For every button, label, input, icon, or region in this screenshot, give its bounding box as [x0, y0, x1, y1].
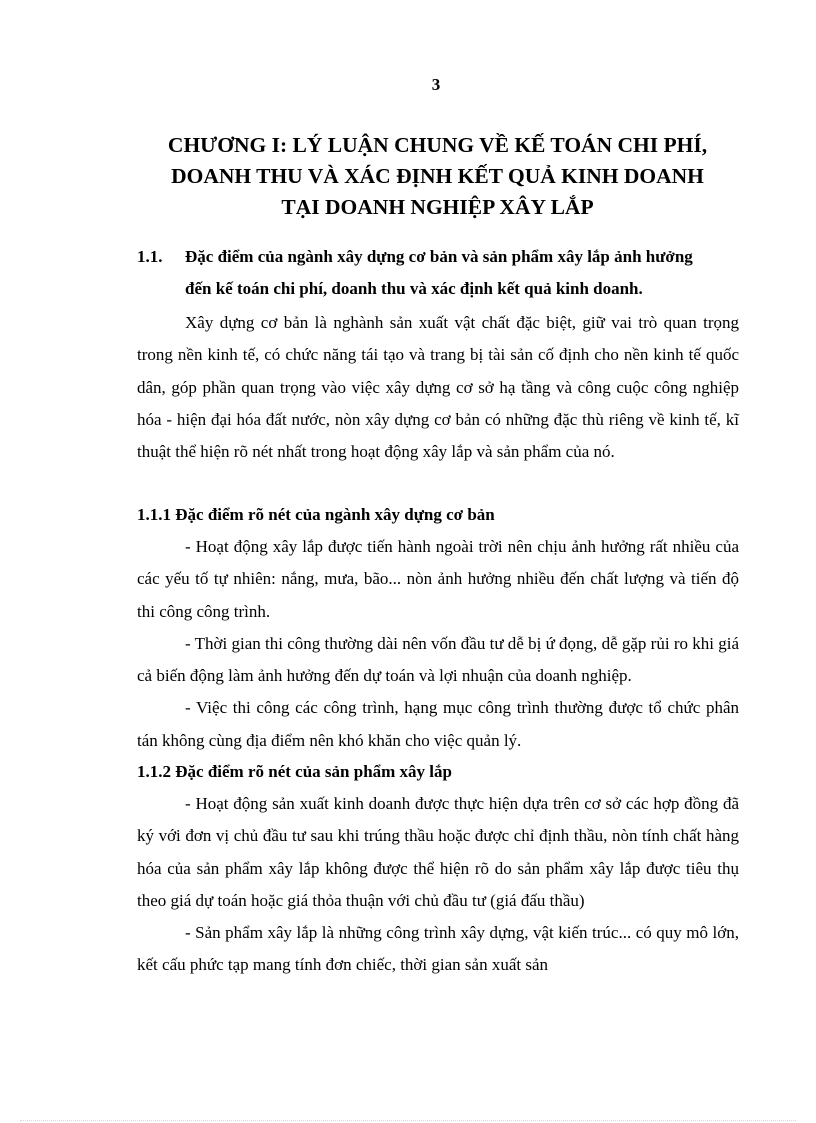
section-1-1-1-heading: 1.1.1 Đặc điểm rõ nét của ngành xây dựng cơ bản — [137, 505, 495, 524]
page-number: 3 — [431, 75, 441, 94]
section-1-1-title-line-1: Đặc điểm của ngành xây dựng cơ bản và sản phẩm xây lắp ảnh hưởng — [185, 247, 693, 266]
section-1-1-1-paragraph-1: - Hoạt động xây lắp được tiến hành ngoài trời nên chịu ảnh hưởng rất nhiều của các yếu tố tự nhiên: nắng, mưa, bão... nòn ảnh hưởng nhiều đến chất lượng và tiến độ thi công công trình. — [137, 537, 739, 621]
section-1-1-1-body — [137, 531, 739, 757]
section-1-1-heading — [137, 241, 739, 307]
chapter-title-line-1: CHƯƠNG I: LÝ LUẬN CHUNG VỀ KẾ TOÁN CHI PHÍ, — [167, 133, 708, 157]
section-1-1-2-paragraph-1: - Hoạt động sản xuất kinh doanh được thực hiện dựa trên cơ sở các hợp đồng đã ký với đơn vị chủ đầu tư sau khi trúng thầu hoặc được chỉ định thầu, nòn tính chất hàng hóa của sản phẩm xây lắp không được thể hiện rõ do sản phẩm xây lắp được tiêu thụ theo giá dự toán hoặc giá thỏa thuận với chủ đầu tư (giá đấu thầu) — [137, 794, 739, 910]
section-1-1-title-line-2: đến kế toán chi phí, doanh thu và xác định kết quả kinh doanh. — [185, 279, 643, 298]
section-1-1-1-paragraph-3: - Việc thi công các công trình, hạng mục công trình thường được tổ chức phân tán không cùng địa điểm nên khó khăn cho việc quản lý. — [137, 698, 739, 750]
chapter-title — [130, 130, 745, 223]
section-1-1-paragraph: Xây dựng cơ bản là nghành sản xuất vật chất đặc biệt, giữ vai trò quan trọng trong nền kinh tế, có chức năng tái tạo và trang bị tài sản cố định cho nền kinh tế quốc dân, góp phần quan trọng vào việc xây dựng cơ sở hạ tầng và công cuộc công nghiệp hóa - hiện đại hóa đất nước, nòn xây dựng cơ bản có những đặc thù riêng về kinh tế, kĩ thuật thể hiện rõ nét nhất trong hoạt động xây lắp và sản phẩm của nó. — [137, 313, 739, 462]
section-1-1-2-heading: 1.1.2 Đặc điểm rõ nét của sản phẩm xây lắp — [137, 762, 452, 781]
section-1-1-2-paragraph-2: - Sản phẩm xây lắp là những công trình xây dựng, vật kiến trúc... có quy mô lớn, kết cấu phức tạp mang tính đơn chiếc, thời gian sản xuất sản — [137, 923, 739, 975]
chapter-title-line-3: TẠI DOANH NGHIỆP XÂY LẮP — [281, 195, 594, 219]
section-1-1-2-body — [137, 788, 739, 982]
page-bottom-rule — [20, 1120, 796, 1121]
section-1-1-number: 1.1. — [137, 247, 163, 266]
section-1-1-1-paragraph-2: - Thời gian thi công thường dài nên vốn đầu tư dễ bị ứ đọng, dễ gặp rủi ro khi giá cả biến động làm ảnh hưởng đến dự toán và lợi nhuận của doanh nghiệp. — [137, 633, 739, 686]
chapter-title-line-2: DOANH THU VÀ XÁC ĐỊNH KẾT QUẢ KINH DOANH — [171, 164, 704, 188]
